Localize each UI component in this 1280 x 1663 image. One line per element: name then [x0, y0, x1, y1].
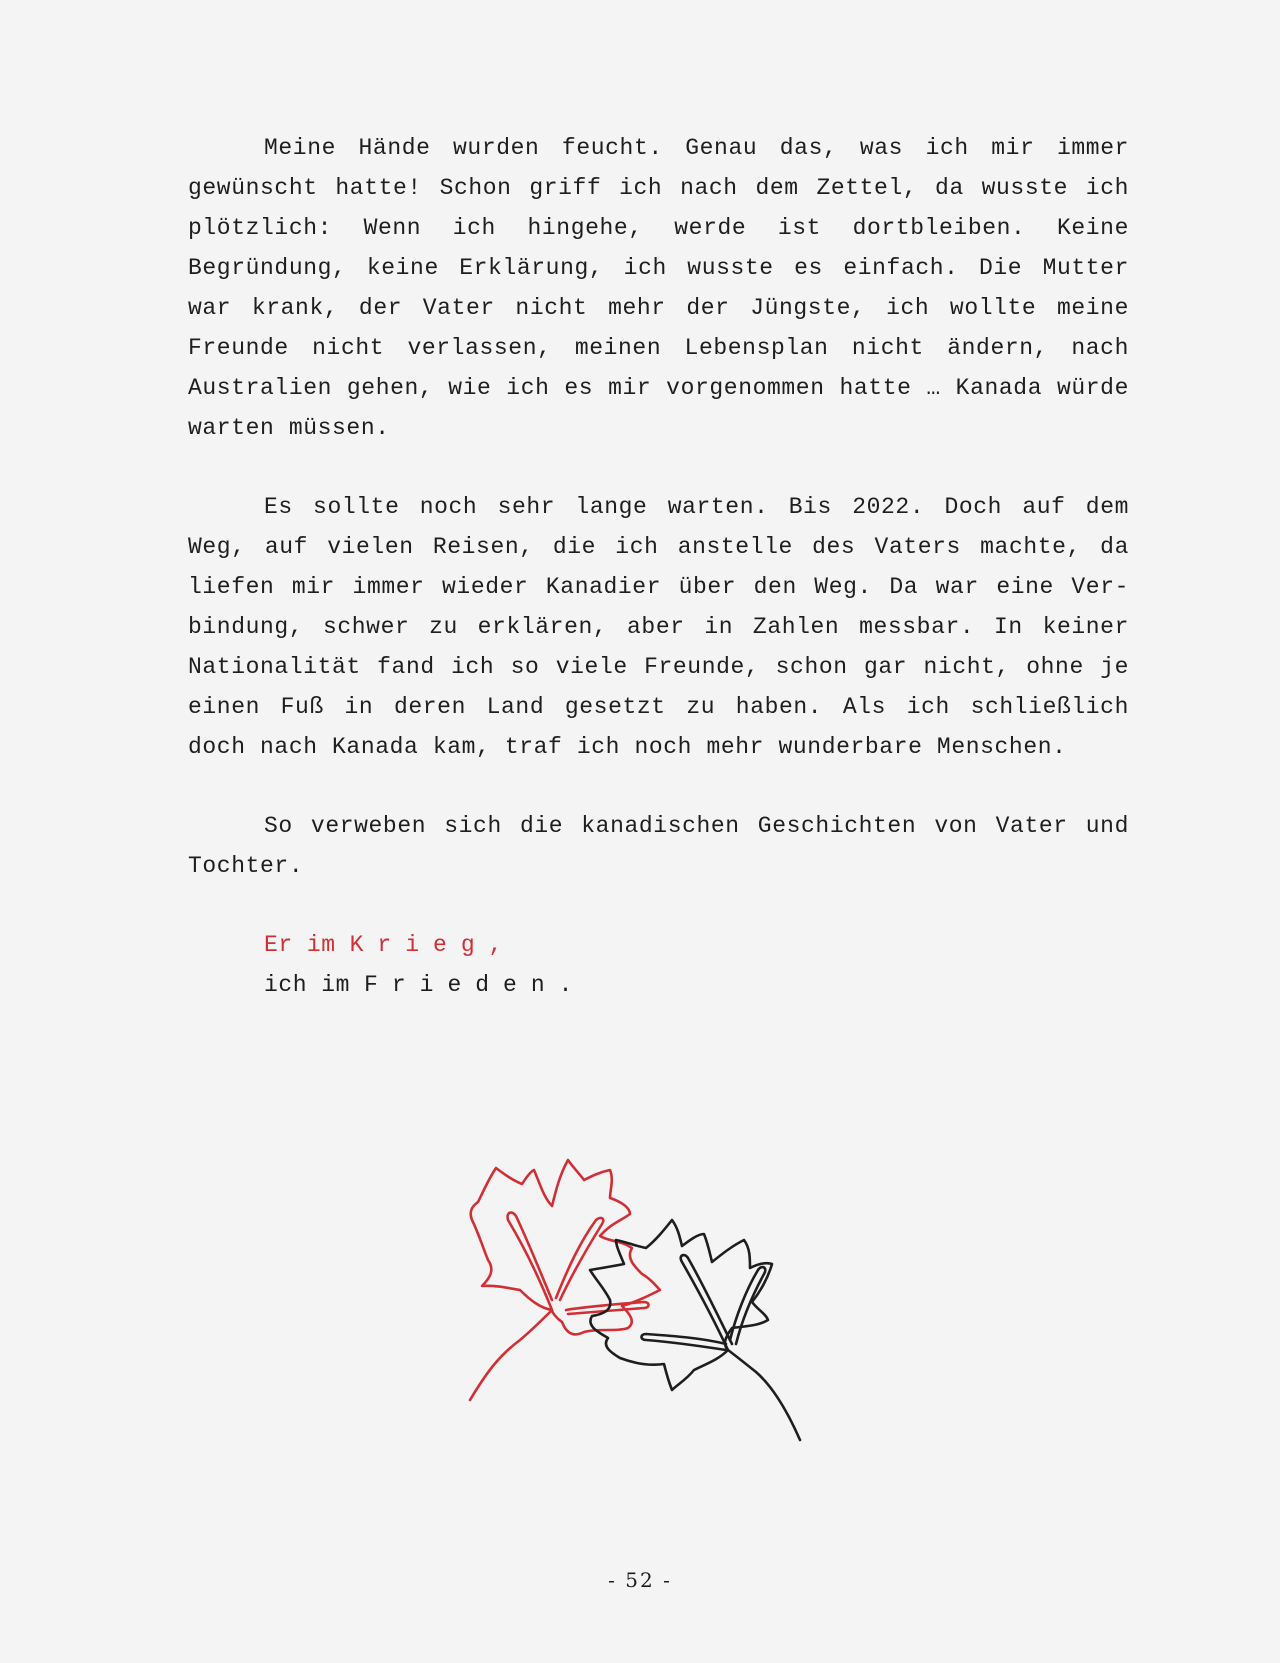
red-maple-leaf — [470, 1160, 660, 1400]
paragraph-2: Es sollte noch sehr lange warten. Bis 2022. Doch auf dem Weg, auf vielen Reisen, die ich anstelle des Vaters machte, da liefen mir immer wieder Kanadier über den Weg. Da war eine Ver-bindung, schwer zu erklären, aber in Zahlen messbar. In keiner Nationalität fand ich so viele Freunde, schon gar nicht, ohne je einen Fuß in deren Land gesetzt zu haben. Als ich schließlich doch nach Kanada kam, traf ich noch mehr wunderbare Menschen. — [188, 494, 1129, 760]
verse-word: im — [321, 972, 351, 998]
black-leaf-vein — [642, 1334, 727, 1350]
red-leaf-vein — [556, 1218, 603, 1300]
red-leaf-vein — [508, 1213, 552, 1310]
page-number: - 52 - — [608, 1568, 672, 1592]
verse-word: ich — [264, 972, 308, 998]
verse-line-2 — [264, 965, 1129, 1005]
verse-line-1 — [264, 925, 1129, 965]
page-body — [188, 128, 1129, 1005]
maple-leaves-line-drawing-icon — [460, 1150, 820, 1450]
red-leaf-vein — [566, 1302, 649, 1314]
verse-word-spaced: Frieden. — [364, 972, 587, 998]
verse-word: Er — [264, 932, 293, 958]
paragraph-1: Meine Hände wurden feucht. Genau das, was ich mir immer gewünscht hatte! Schon griff ich nach dem Zettel, da wusste ich plötzlich: Wenn ich hingehe, werde ist dortbleiben. Keine Begründung, keine Erklärung, ich wusste es einfach. Die Mutter war krank, der Vater nicht mehr der Jüngste, ich wollte meine Freunde nicht verlassen, meinen Lebensplan nicht ändern, nach Australien gehen, wie ich es mir vorgenommen hatte … Kanada würde warten müssen. — [188, 135, 1129, 441]
paragraph-3: So verweben sich die kanadischen Geschichten von Vater und Tochter. — [188, 813, 1129, 879]
black-leaf-vein — [681, 1255, 732, 1350]
black-leaf-vein — [730, 1267, 765, 1344]
verse — [188, 925, 1129, 1005]
verse-word: im — [306, 932, 336, 958]
verse-word-spaced: Krieg, — [349, 932, 517, 958]
